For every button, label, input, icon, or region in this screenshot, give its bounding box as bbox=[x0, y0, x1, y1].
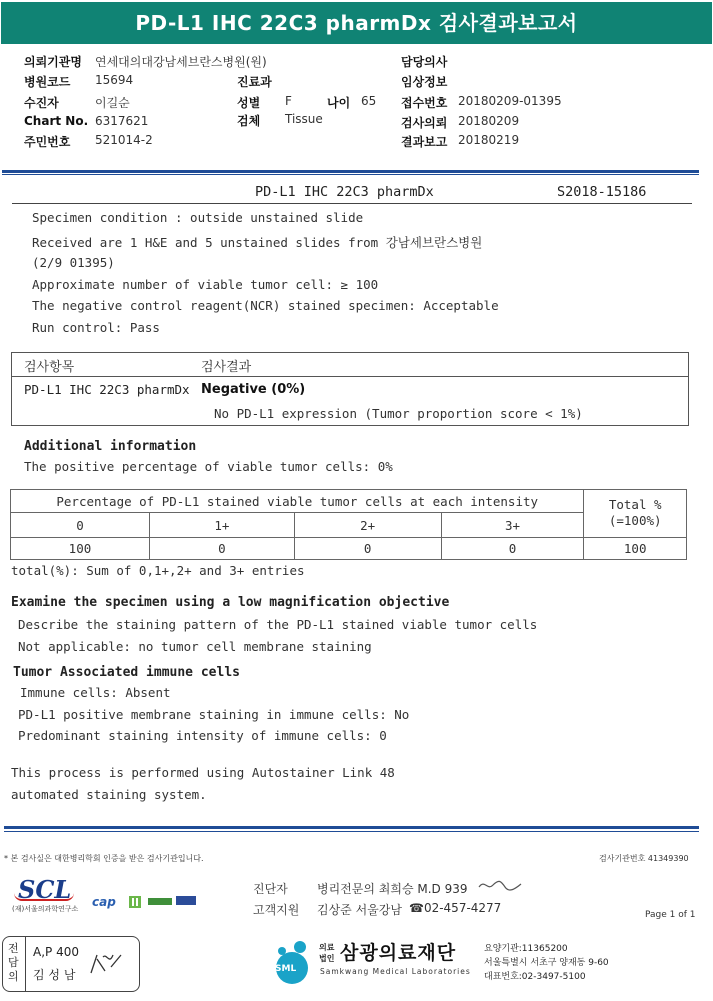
label-department: 진료과 bbox=[237, 75, 272, 89]
report-number: S2018-15186 bbox=[557, 184, 647, 200]
process-line: automated staining system. bbox=[11, 787, 207, 802]
specimen-line: Received are 1 H&E and 5 unstained slides from 강남세브란스병원 bbox=[32, 235, 483, 250]
label-institution: 의뢰기관명 bbox=[24, 55, 82, 69]
diagnoser-label: 진단자 bbox=[253, 882, 288, 896]
value-reported: 20180219 bbox=[458, 133, 520, 147]
value-hospital-code: 15694 bbox=[95, 73, 134, 87]
report-test-name: PD-L1 IHC 22C3 pharmDx bbox=[255, 184, 434, 200]
immune-line: PD-L1 positive membrane staining in immune cells: No bbox=[18, 707, 410, 722]
label-requested: 검사의뢰 bbox=[401, 116, 448, 130]
box-label-column bbox=[3, 937, 26, 991]
intensity-table-header: Percentage of PD-L1 stained viable tumor cells at each intensity bbox=[11, 490, 584, 513]
patient-info bbox=[0, 46, 713, 166]
label-reported: 결과보고 bbox=[401, 135, 448, 149]
sml-emblem-icon bbox=[270, 938, 314, 986]
label-rrn: 주민번호 bbox=[24, 135, 71, 149]
result-detail: No PD-L1 expression (Tumor proportion score < 1%) bbox=[214, 406, 583, 421]
org-address: 서울특별시 서초구 양재동 9-60 bbox=[484, 958, 609, 968]
immune-heading: Tumor Associated immune cells bbox=[13, 665, 240, 680]
certification-note: * 본 검사실은 대한병리학회 인증을 받은 검사기관입니다. bbox=[4, 854, 204, 863]
immune-line: Predominant staining intensity of immune cells: 0 bbox=[18, 728, 387, 743]
divider bbox=[4, 826, 699, 829]
intensity-value-2: 0 bbox=[294, 537, 441, 559]
intensity-col-1: 1+ bbox=[149, 513, 294, 537]
pathologist-signature-icon bbox=[87, 949, 127, 979]
box-name: 김 성 남 bbox=[33, 968, 76, 982]
specimen-line: (2/9 01395) bbox=[32, 255, 115, 270]
result-col-item-header: 검사항목 bbox=[24, 360, 75, 375]
label-clinical-info: 임상정보 bbox=[401, 75, 448, 89]
scl-logo-text: SCL bbox=[18, 875, 72, 904]
support-label: 고객지원 bbox=[253, 903, 300, 917]
value-specimen: Tissue bbox=[285, 112, 323, 126]
result-col-result-header: 검사결과 bbox=[201, 360, 252, 375]
scl-logo bbox=[12, 875, 80, 915]
table-footnote: total(%): Sum of 0,1+,2+ and 3+ entries bbox=[11, 563, 305, 578]
scl-swoosh bbox=[14, 893, 74, 901]
examine-line: Not applicable: no tumor cell membrane staining bbox=[18, 639, 372, 654]
result-table bbox=[11, 352, 689, 426]
specimen-line: Specimen condition : outside unstained slide bbox=[32, 210, 364, 225]
intensity-value-0: 100 bbox=[11, 537, 150, 559]
value-institution: 연세대의대강남세브란스병원(원) bbox=[95, 55, 267, 69]
org-code: 요양기관:11365200 bbox=[484, 944, 568, 954]
org-small-2: 법인 bbox=[319, 954, 335, 963]
page-title: PD-L1 IHC 22C3 pharmDx 검사결과보고서 bbox=[1, 2, 712, 44]
label-specimen: 검체 bbox=[237, 114, 261, 128]
value-chart-no: 6317621 bbox=[95, 114, 149, 128]
process-line: This process is performed using Autostainer Link 48 bbox=[11, 765, 395, 780]
support-value: 김상준 서울강남 bbox=[317, 903, 402, 917]
additional-line: The positive percentage of viable tumor cells: 0% bbox=[24, 459, 393, 474]
box-label: 전담의 bbox=[8, 942, 19, 983]
examine-heading: Examine the specimen using a low magnification objective bbox=[11, 595, 450, 610]
intensity-col-2: 2+ bbox=[294, 513, 441, 537]
value-patient: 이길순 bbox=[95, 96, 130, 110]
sml-emblem-text: SML bbox=[275, 964, 297, 974]
total-header bbox=[584, 490, 687, 538]
label-patient: 수진자 bbox=[24, 96, 59, 110]
specimen-line: Run control: Pass bbox=[32, 320, 160, 335]
intensity-value-3: 0 bbox=[441, 537, 584, 559]
support-phone: ☎02-457-4277 bbox=[409, 901, 502, 915]
intensity-col-3: 3+ bbox=[441, 513, 584, 537]
specimen-line: Approximate number of viable tumor cell: ≥ 100 bbox=[32, 277, 379, 292]
result-item: PD-L1 IHC 22C3 pharmDx bbox=[24, 382, 190, 397]
intensity-table bbox=[10, 489, 687, 560]
value-receipt-no: 20180209-01395 bbox=[458, 94, 562, 108]
value-rrn: 521014-2 bbox=[95, 133, 153, 147]
specimen-line: The negative control reagent(NCR) stained specimen: Acceptable bbox=[32, 298, 499, 313]
divider bbox=[4, 831, 699, 832]
diagnoser-value: 병리전문의 최희승 M.D 939 bbox=[317, 882, 468, 896]
accreditation-icon bbox=[176, 893, 196, 909]
org-name: 삼광의료재단 bbox=[340, 942, 457, 964]
value-requested: 20180209 bbox=[458, 114, 520, 128]
box-code: A,P 400 bbox=[33, 945, 79, 959]
result-value: Negative (0%) bbox=[201, 382, 306, 397]
label-doctor: 담당의사 bbox=[401, 55, 448, 69]
cap-logo: cap bbox=[92, 895, 116, 909]
label-sex: 성별 bbox=[237, 96, 261, 110]
intensity-value-1: 0 bbox=[149, 537, 294, 559]
label-age: 나이 bbox=[327, 96, 351, 110]
value-age: 65 bbox=[361, 94, 377, 108]
doctor-signature-icon bbox=[477, 877, 523, 893]
accreditation-logos bbox=[92, 893, 202, 915]
additional-heading: Additional information bbox=[24, 439, 197, 454]
divider bbox=[2, 174, 699, 175]
immune-line: Immune cells: Absent bbox=[20, 685, 171, 700]
total-header-line2: (=100%) bbox=[608, 513, 662, 529]
page-number: Page 1 of 1 bbox=[645, 910, 696, 920]
value-sex: F bbox=[285, 94, 292, 108]
certification-number: 검사기관번호 41349390 bbox=[599, 854, 689, 863]
label-chart-no: Chart No. bbox=[24, 114, 89, 128]
intensity-total: 100 bbox=[584, 537, 687, 559]
org-english-name: Samkwang Medical Laboratories bbox=[320, 967, 471, 976]
org-phone: 대표번호:02-3497-5100 bbox=[484, 972, 586, 982]
intensity-col-0: 0 bbox=[11, 513, 150, 537]
pathologist-stamp-box bbox=[2, 936, 140, 992]
accreditation-icon bbox=[148, 896, 172, 908]
total-header-line1: Total % bbox=[608, 497, 662, 513]
label-receipt-no: 접수번호 bbox=[401, 96, 448, 110]
examine-line: Describe the staining pattern of the PD-L1 stained viable tumor cells bbox=[18, 617, 538, 632]
label-hospital-code: 병원코드 bbox=[24, 75, 71, 89]
divider bbox=[12, 203, 692, 204]
org-small-1: 의료 bbox=[319, 943, 335, 952]
divider bbox=[12, 376, 688, 377]
divider bbox=[2, 170, 699, 173]
accreditation-icon bbox=[128, 895, 142, 909]
samkwang-logo bbox=[270, 938, 470, 990]
scl-subtitle: (재)서울의과학연구소 bbox=[12, 905, 79, 913]
